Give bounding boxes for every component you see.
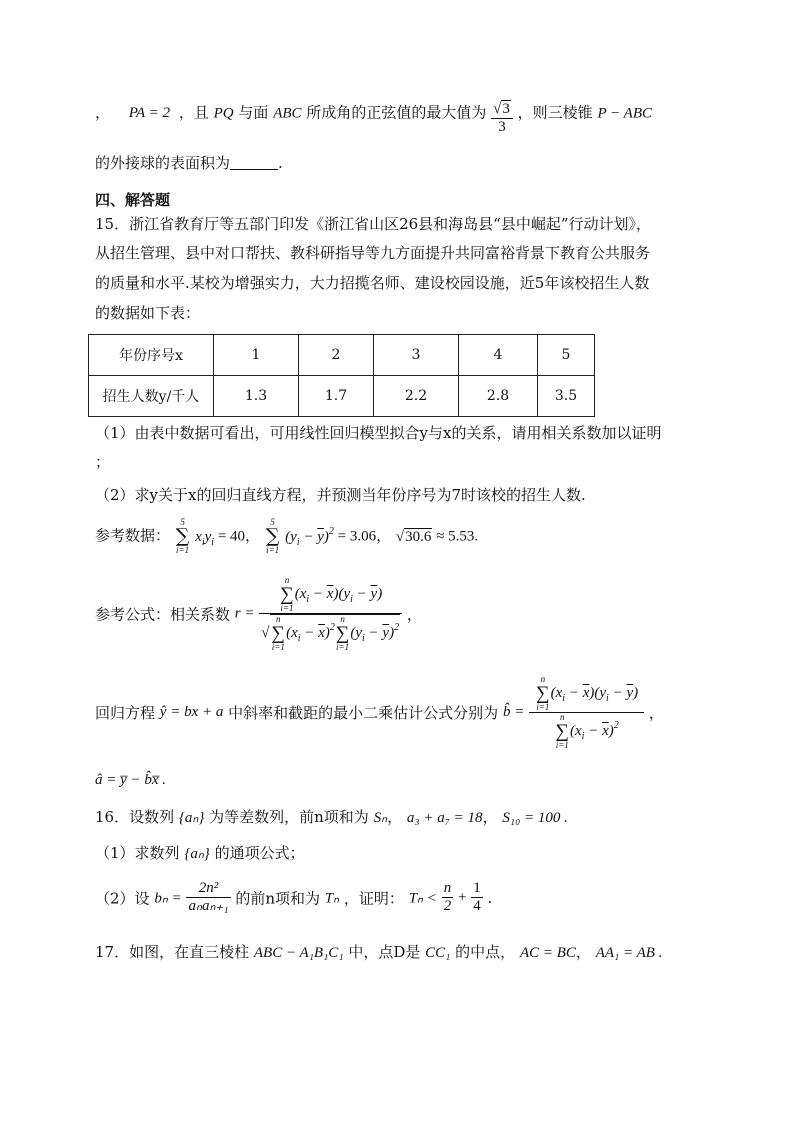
table-cell: 1.3: [214, 376, 299, 417]
n-over-2: $\frac{n}{2}$: [443, 880, 452, 915]
q14-line2: 的外接球的表面积为 .: [95, 154, 283, 172]
q16-part1: （1）求数列 {aₙ} 的通项公式；: [95, 844, 305, 862]
table-row: [89, 376, 595, 417]
b-fraction: n ∑ i=1 $(x_i - \overline{x})(y_i - \overline{y})$ n ∑ i=1 $(x_i - \overline{x})^2$: [529, 675, 644, 750]
sum-symbol: 5 ∑ i=1: [265, 517, 280, 555]
q15-part1-end: ；: [95, 453, 111, 471]
table-cell: 1: [214, 335, 299, 376]
table-cell: 4: [459, 335, 538, 376]
table-cell: 3.5: [538, 376, 595, 417]
table-cell: 2: [299, 335, 374, 376]
table-cell: 3: [374, 335, 459, 376]
q15-line1: 15．浙江省教育厅等五部门印发《浙江省山区26县和海岛县“县中崛起”行动计划》，: [95, 215, 652, 233]
q15-part1: （1）由表中数据可看出，可用线性回归模型拟合y与x的关系，请用相关系数加以证明: [95, 424, 662, 442]
sum-symbol: 5 ∑ i=1: [175, 517, 190, 555]
q14-line1: ， PA = 2 ，且 PQ 与面 ABC 所成角的正弦值的最大值为 $\frac{√3}{3}$ ，则三棱锥 P − ABC: [95, 101, 653, 136]
q15-line2: 从招生管理、县中对口帮扶、教科研指导等九方面提升共同富裕背景下教育公共服务: [95, 244, 651, 262]
r-fraction: n ∑ i=1 $(x_i - \overline{x})(y_i - \overline{y})$ √ n ∑ i=1 $(x_i - \overline{x})^2$ n ∑ i=1 $(y_i - \overline{y})^2$: [259, 576, 402, 652]
answer-blank: [230, 155, 278, 170]
q16-line1: 16．设数列 {aₙ} 为等差数列，前n项和为 Sₙ， a₃ + a₇ = 18， S₁₀ = 100 .: [95, 808, 568, 826]
correlation-formula: 参考公式：相关系数 r = n ∑ i=1 $(x_i - \overline{x})(y_i - \overline{y})$ √ n ∑ i=1 $(x_i - \overline{x})^2$ n ∑ i=1 $(y_i - \overline{y})^2$ ，: [95, 575, 422, 652]
table-cell: 2.2: [374, 376, 459, 417]
table-cell: 1.7: [299, 376, 374, 417]
reference-data: 参考数据： 5 ∑ i=1 $x_iy_i = 40$， 5 ∑ i=1 $(y_i - \overline{y})^2 = 3.06$， √30.6 ≈ 5.53.: [95, 517, 479, 555]
bn-fraction: $\frac{\text{2n²}}{\text{aₙaₙ₊₁}}$: [188, 880, 229, 915]
a-hat-formula: â = y̅ − b̂x̅ .: [95, 772, 167, 788]
one-over-4: $\frac{1}{4}$: [473, 880, 481, 915]
q15-line3: 的质量和水平.某校为增强实力，大力招揽名师、建设校园设施，近5年该校招生人数: [95, 274, 650, 292]
q16-part2: （2）设 bₙ = $\frac{\text{2n²}}{\text{aₙaₙ₊₁}}$ 的前n项和为 Tₙ ，证明： Tₙ < $\frac{n}{2}$ + $\frac{1}{4}$ .: [95, 880, 493, 915]
row-label-x: 年份序号x: [89, 335, 214, 376]
table-row: [89, 335, 595, 376]
q17-line1: 17．如图，在直三棱柱 ABC − A₁B₁C₁ 中，点D是 CC₁ 的中点， AC = BC， AA₁ = AB .: [95, 943, 663, 961]
enrollment-table: [88, 334, 595, 417]
table-cell: 2.8: [459, 376, 538, 417]
q15-line4: 的数据如下表：: [95, 304, 201, 322]
sqrt3-over-3: $\frac{√3}{3}$: [491, 100, 513, 137]
section-title: 四、解答题: [95, 191, 171, 209]
regression-formula: 回归方程 ŷ = bx + a 中斜率和截距的最小二乘估计公式分别为 b̂ = n ∑ i=1 $(x_i - \overline{x})(y_i - \overline{y})$ n ∑ i=1 $(x_i - \overline{x})^2$ ，: [95, 674, 664, 750]
table-cell: 5: [538, 335, 595, 376]
row-label-y: 招生人数y/千人: [89, 376, 214, 417]
pa-expr: PA = 2: [128, 105, 171, 122]
q15-part2: （2）求y关于x的回归直线方程，并预测当年份序号为7时该校的招生人数.: [95, 486, 586, 504]
